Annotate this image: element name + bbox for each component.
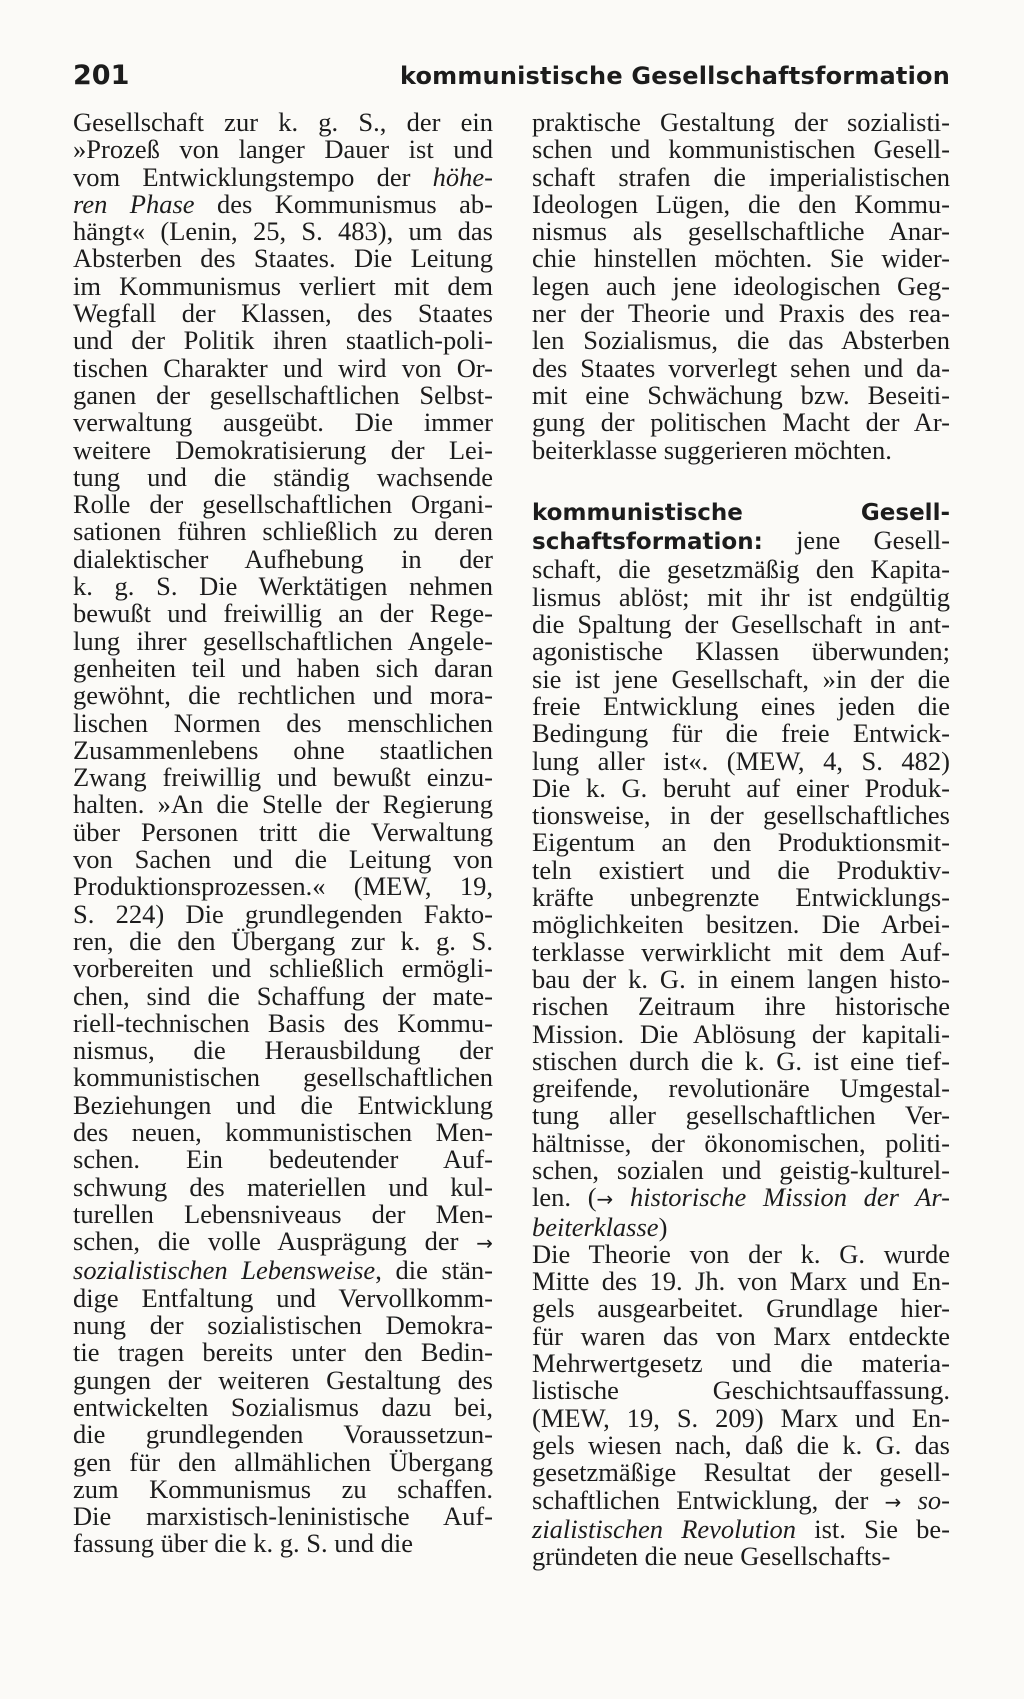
text-line: schen, sozialen und geistig-kulturel- [532, 1154, 950, 1185]
arrow-icon: → [884, 1489, 902, 1514]
text-line: beiterklasse suggerieren möchten. [532, 434, 892, 465]
text-line: riell-technischen Basis des Kommu- [73, 1007, 493, 1038]
text-line: Rolle der gesellschaftlichen Organi- [73, 489, 493, 520]
text-line: gungen der weiteren Gestaltung des [73, 1364, 493, 1395]
running-head: kommunistische Gesellschaftsformation [399, 62, 950, 90]
text-line: rischen Zeitraum ihre historische [532, 991, 950, 1022]
text-line: tung aller gesellschaftlichen Ver- [532, 1100, 950, 1131]
text-line: Zwang freiwillig und bewußt einzu- [73, 762, 493, 793]
cross-reference: beiterklasse [532, 1211, 659, 1242]
text-line: verwaltung ausgeübt. Die immer [73, 407, 493, 438]
text-line: Eigentum an den Produktionsmit- [532, 827, 950, 858]
text-line: hängt« (Lenin, 25, S. 483), um das [73, 216, 493, 247]
paragraph-gap [532, 464, 950, 500]
text-line: tung und die ständig wachsende [73, 461, 493, 492]
text-line: bau der k. G. in einem langen histo- [532, 963, 950, 994]
text-line: gung der politischen Macht der Ar- [532, 407, 950, 438]
text-line: lismus ablöst; mit ihr ist endgültig [532, 581, 950, 612]
text-line: (MEW, 19, S. 209) Marx und En- [532, 1402, 950, 1433]
text-line: über Personen tritt die Verwaltung [73, 816, 493, 847]
text-line: schen. Ein bedeutender Auf- [73, 1144, 493, 1175]
text-line: greifende, revolutionäre Umgestal- [532, 1073, 950, 1104]
text-line: hältnisse, der ökonomischen, politi- [532, 1127, 950, 1158]
cross-reference: so- [917, 1484, 950, 1515]
text-line: Produktionsprozessen.« (MEW, 19, [73, 871, 493, 902]
text-line: Die marxistisch-leninistische Auf- [73, 1501, 493, 1532]
text-line: schen und kommunistischen Gesell- [532, 134, 950, 165]
text-line: genheiten teil und haben sich daran [73, 652, 493, 683]
text-line: teln existiert und die Produktiv- [532, 854, 950, 885]
text-line: schaft strafen die imperialistischen [532, 161, 950, 192]
text-line: dialektischer Aufhebung in der [73, 543, 493, 574]
text-line: gründeten die neue Gesellschafts- [532, 1541, 891, 1572]
text-line: praktische Gestaltung der sozialisti- [532, 107, 950, 137]
text-line: des Staates vorverlegt sehen und da- [532, 352, 950, 383]
emphasis: ren Phase [73, 188, 195, 219]
text-line: weitere Demokratisierung der Lei- [73, 434, 493, 465]
text-line: mit eine Schwächung bzw. Beseiti- [532, 379, 950, 410]
text-line: möglichkeiten besitzen. Die Arbei- [532, 909, 950, 940]
text-line: ner der Theorie und Praxis des rea- [532, 298, 950, 329]
cross-reference: sozialistischen Lebensweise [73, 1255, 376, 1286]
text-line: lischen Normen des menschlichen [73, 707, 493, 738]
text-line: entwickelten Sozialismus dazu bei, [73, 1391, 493, 1422]
text-line: sie ist jene Gesellschaft, »in der die [532, 663, 950, 694]
text-line: ren, die den Übergang zur k. g. S. [73, 925, 493, 956]
text-line: zialistischen Revolution ist. Sie be- [532, 1513, 950, 1544]
text-line: Gesellschaft zur k. g. S., der ein [73, 107, 493, 137]
entry-headword: kommunistische Gesell- [532, 499, 950, 526]
text-line: tionsweise, in der gesellschaftliches [532, 800, 950, 831]
text-line: im Kommunismus verliert mit dem [73, 270, 493, 301]
text-line: gewöhnt, die rechtlichen und mora- [73, 680, 493, 711]
entry-headword: schaftsformation: [532, 529, 763, 556]
text-line: chen, sind die Schaffung der mate- [73, 980, 493, 1011]
text-line: ren Phase des Kommunismus ab- [73, 188, 493, 219]
text-line: gels ausgearbeitet. Grundlage hier- [532, 1293, 950, 1324]
text-line: ganen der gesellschaftlichen Selbst- [73, 379, 493, 410]
page-header [73, 60, 950, 100]
text-line: die grundlegenden Voraussetzun- [73, 1419, 493, 1450]
text-line: S. 224) Die grundlegenden Fakto- [73, 898, 493, 929]
text-line: Bedingung für die freie Entwick- [532, 718, 950, 749]
text-line: zum Kommunismus zu schaffen. [73, 1473, 493, 1504]
text-line: lung ihrer gesellschaftlichen Angele- [73, 625, 493, 656]
text-line: nung der sozialistischen Demokra- [73, 1310, 493, 1341]
text-line: terklasse verwirklicht mit dem Auf- [532, 936, 950, 967]
text-line: vom Entwicklungstempo der höhe- [73, 161, 493, 192]
text-line: Die k. G. beruht auf einer Produk- [532, 772, 950, 803]
text-line: turellen Lebensniveaus der Men- [73, 1198, 493, 1229]
text-line: bewußt und freiwillig an der Rege- [73, 598, 493, 629]
text-line: für waren das von Marx entdeckte [532, 1320, 950, 1351]
text-line: Mission. Die Ablösung der kapitali- [532, 1018, 950, 1049]
text-line: k. g. S. Die Werktätigen nehmen [73, 571, 493, 602]
text-line: beiterklasse) [532, 1211, 668, 1242]
text-line: lung aller ist«. (MEW, 4, S. 482) [532, 745, 950, 776]
text-line: Zusammenlebens ohne staatlichen [73, 734, 493, 765]
text-line: gels wiesen nach, daß die k. G. das [532, 1429, 950, 1460]
text-line: Mehrwertgesetz und die materia- [532, 1348, 950, 1379]
text-line: kommunistischen gesellschaftlichen [73, 1062, 493, 1093]
text-line: tischen Charakter und wird von Or- [73, 352, 493, 383]
text-line: Die Theorie von der k. G. wurde [532, 1238, 950, 1269]
arrow-icon: → [476, 1231, 493, 1256]
text-line: Ideologen Lügen, die den Kommu- [532, 188, 950, 219]
page-number: 201 [73, 60, 130, 91]
text-line: gesetzmäßige Resultat der gesell- [532, 1457, 950, 1488]
text-line: len Sozialismus, die das Absterben [532, 325, 950, 356]
text-line: sozialistischen Lebensweise, die stän- [73, 1255, 493, 1286]
text-line: des neuen, kommunistischen Men- [73, 1116, 493, 1147]
left-column [73, 109, 493, 1558]
arrow-icon: → [596, 1187, 614, 1212]
text-line: dige Entfaltung und Vervollkomm- [73, 1282, 493, 1313]
text-line: tie tragen bereits unter den Bedin- [73, 1337, 493, 1368]
text-line: und der Politik ihren staatlich-poli- [73, 325, 493, 356]
text-line: Absterben des Staates. Die Leitung [73, 243, 493, 274]
text-line: nismus als gesellschaftliche Anar- [532, 216, 950, 247]
text-line: sationen führen schließlich zu deren [73, 516, 493, 547]
text-line: von Sachen und die Leitung von [73, 844, 493, 875]
text-line: agonistische Klassen überwunden; [532, 636, 950, 667]
text-line: die Spaltung der Gesellschaft in ant- [532, 609, 950, 640]
text-line: schaft, die gesetzmäßig den Kapita- [532, 554, 950, 585]
cross-reference: historische Mission der Ar- [630, 1182, 950, 1213]
text-line: schen, die volle Ausprägung der → [73, 1226, 493, 1257]
text-line: nismus, die Herausbildung der [73, 1035, 493, 1066]
text-line: schaftsformation: jene Gesell- [532, 525, 950, 556]
text-line: stischen durch die k. G. ist eine tief- [532, 1045, 950, 1076]
text-line: Wegfall der Klassen, des Staates [73, 298, 493, 329]
right-column [532, 109, 950, 1570]
text-line: len. (→ historische Mission der Ar- [532, 1182, 950, 1213]
text-line: schwung des materiellen und kul- [73, 1171, 493, 1202]
text-line: schaftlichen Entwicklung, der → so- [532, 1484, 950, 1515]
text-line: Beziehungen und die Entwicklung [73, 1089, 493, 1120]
cross-reference: zialistischen Revolution [532, 1513, 797, 1544]
emphasis: höhe- [432, 161, 493, 192]
text-line: chie hinstellen möchten. Sie wider- [532, 243, 950, 274]
text-line: legen auch jene ideologischen Geg- [532, 270, 950, 301]
text-line: »Prozeß von langer Dauer ist und [73, 134, 493, 165]
text-line: vorbereiten und schließlich ermögli- [73, 953, 493, 984]
text-line: kräfte unbegrenzte Entwicklungs- [532, 882, 950, 913]
text-line: Mitte des 19. Jh. von Marx und En- [532, 1266, 950, 1297]
text-line: halten. »An die Stelle der Regierung [73, 789, 493, 820]
text-line: listische Geschichtsauffassung. [532, 1375, 950, 1406]
text-line: freie Entwicklung eines jeden die [532, 690, 950, 721]
text-line: gen für den allmählichen Übergang [73, 1446, 493, 1477]
text-line: fassung über die k. g. S. und die [73, 1528, 414, 1559]
